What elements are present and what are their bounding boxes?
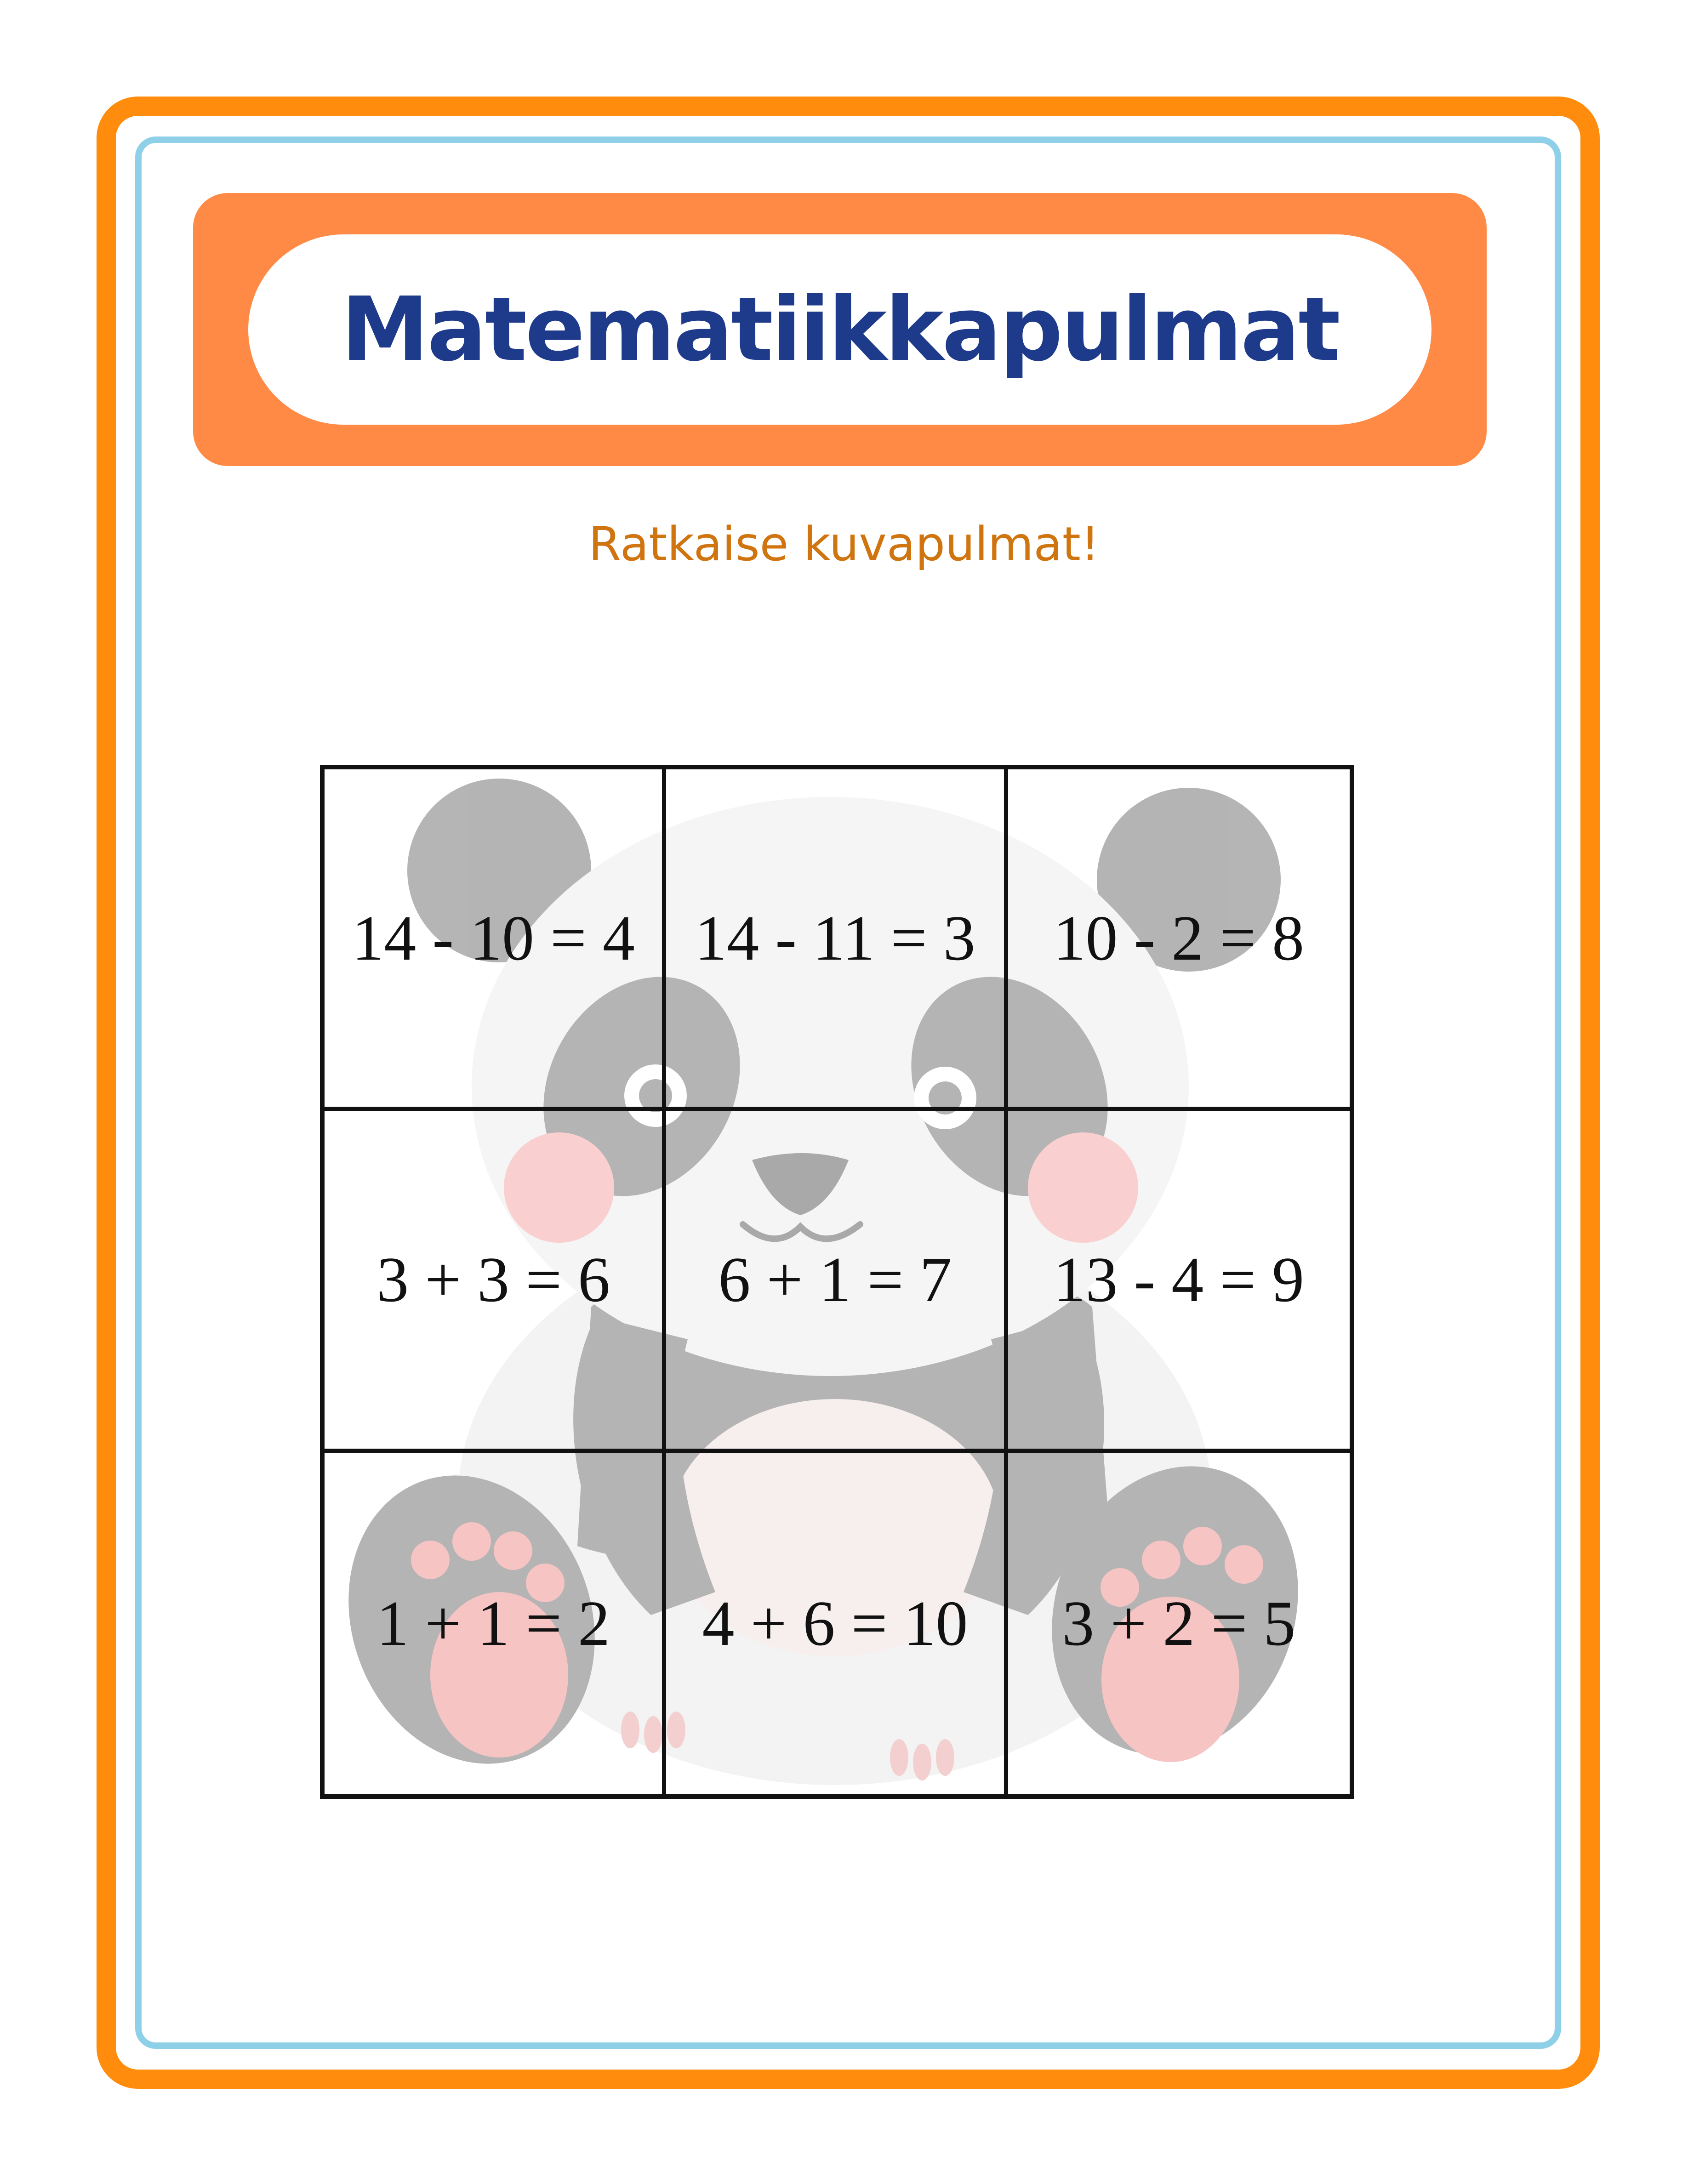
puzzle-cell [325, 1453, 666, 1794]
equation: 4 + 6 = 10 [702, 1587, 968, 1659]
equation: 14 - 10 = 4 [352, 902, 635, 974]
equation: 3 + 2 = 5 [1062, 1587, 1296, 1659]
puzzle-cell [1008, 1111, 1350, 1452]
puzzle-area [320, 765, 1354, 1799]
puzzle-cell [666, 769, 1008, 1111]
title-pill [248, 234, 1431, 425]
puzzle-cell [325, 1111, 666, 1452]
puzzle-grid [320, 765, 1354, 1799]
puzzle-cell [1008, 769, 1350, 1111]
puzzle-cell [666, 1111, 1008, 1452]
equation: 6 + 1 = 7 [718, 1244, 952, 1315]
page-subtitle: Ratkaise kuvapulmat! [588, 517, 1100, 572]
equation: 3 + 3 = 6 [376, 1244, 610, 1315]
puzzle-cell [666, 1453, 1008, 1794]
equation: 13 - 4 = 9 [1053, 1244, 1305, 1315]
equation: 10 - 2 = 8 [1053, 902, 1305, 974]
puzzle-cell [1008, 1453, 1350, 1794]
puzzle-cell [325, 769, 666, 1111]
page-title: Matematiikkapulmat [341, 278, 1339, 381]
equation: 14 - 11 = 3 [695, 902, 975, 974]
equation: 1 + 1 = 2 [376, 1587, 610, 1659]
